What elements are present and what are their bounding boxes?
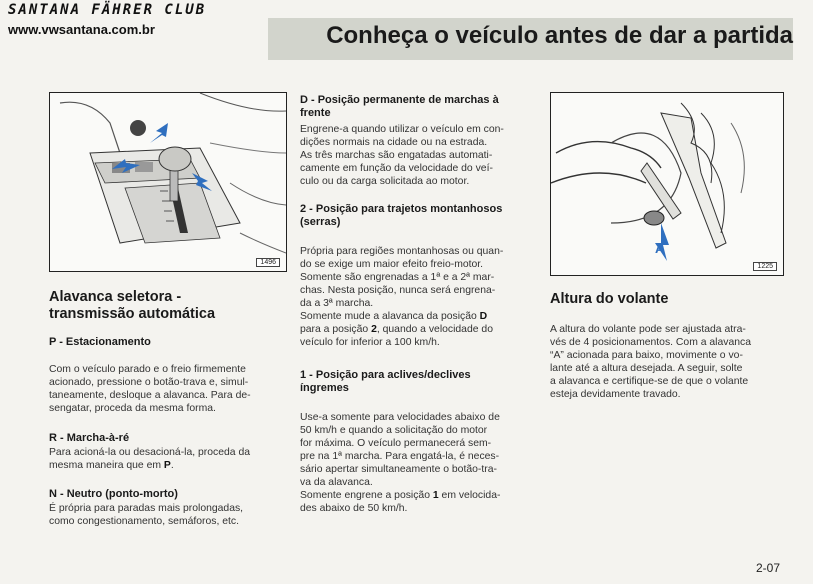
subheading-2: 2 - Posição para trajetos montanhosos (serras) [300, 203, 503, 228]
watermark-title: SANTANA FÄHRER CLUB [8, 2, 207, 18]
paragraph-2: Própria para regiões montanhosas ou quan- do se exige um maior efeito freio-motor. Somente são engrenadas a 1ª e a 2ª mar- chas. Nesta posição, nunca será engrena- da a 3ª marcha. Somente mude a alavanca da posição D para a posição 2, quando a velocidade do veículo for inferior a 100 km/h. [300, 246, 504, 348]
paragraph-1: Use-a somente para velocidades abaixo de 50 km/h e quando a solicitação do motor for máxima. O veículo permanecerá sem- pre na 1ª marcha. Para engatá-la, é neces- sário apertar simultaneamente o botão-tra- va da alavanca. Somente engrene a posição 1 em velocida- des abaixo de 50 km/h. [300, 412, 501, 514]
paragraph-steering: A altura do volante pode ser ajustada atra- vés de 4 posicionamentos. Com a alavanca “A” acionada para baixo, movimente o vo- lante até a altura desejada. A seguir, solte a alavanca e certifique-se de que o volante esteja devidamente travado. [550, 324, 751, 400]
paragraph-d: Engrene-a quando utilizar o veículo em con- dições normais na cidade ou na estrada. As três marchas são engatadas automati- camente em função da velocidade do veí- culo ou da carga solicitada ao motor. [300, 124, 504, 187]
steering-figure [550, 92, 784, 276]
section-heading: Alavanca seletora - transmissão automática [49, 289, 216, 322]
subheading-r: R - Marcha-à-ré [49, 432, 130, 444]
figure-number: 1496 [256, 258, 280, 267]
bleed-through-text [170, 320, 173, 331]
page-number: 2-07 [756, 561, 781, 575]
subheading-d: D - Posição permanente de marchas à frente [300, 94, 499, 119]
section-heading-steering: Altura do volante [550, 291, 669, 307]
lever-label: A [655, 241, 665, 256]
paragraph-r: Para acioná-la ou desacioná-la, proceda da mesma maneira que em P. [49, 447, 251, 471]
figure-number: 1225 [753, 262, 777, 271]
paragraph-p: Com o veículo parado e o freio firmemente acionado, pressione o botão-trava e, simul- taneamente, desloque a alavanca. Para de- sengatar, proceda da mesma forma. [49, 364, 251, 414]
watermark-url: www.vwsantana.com.br [8, 22, 155, 37]
gear-selector-illustration [50, 93, 286, 271]
subheading-n: N - Neutro (ponto-morto) [49, 488, 178, 500]
page-title: Conheça o veículo antes de dar a partida [326, 22, 793, 49]
paragraph-n: É própria para paradas mais prolongadas, como congestionamento, semáforos, etc. [49, 503, 244, 527]
subheading-1: 1 - Posição para aclives/declives íngremes [300, 369, 471, 394]
subheading-p: P - Estacionamento [49, 336, 151, 348]
gear-selector-figure [49, 92, 287, 272]
steering-illustration [551, 93, 783, 275]
